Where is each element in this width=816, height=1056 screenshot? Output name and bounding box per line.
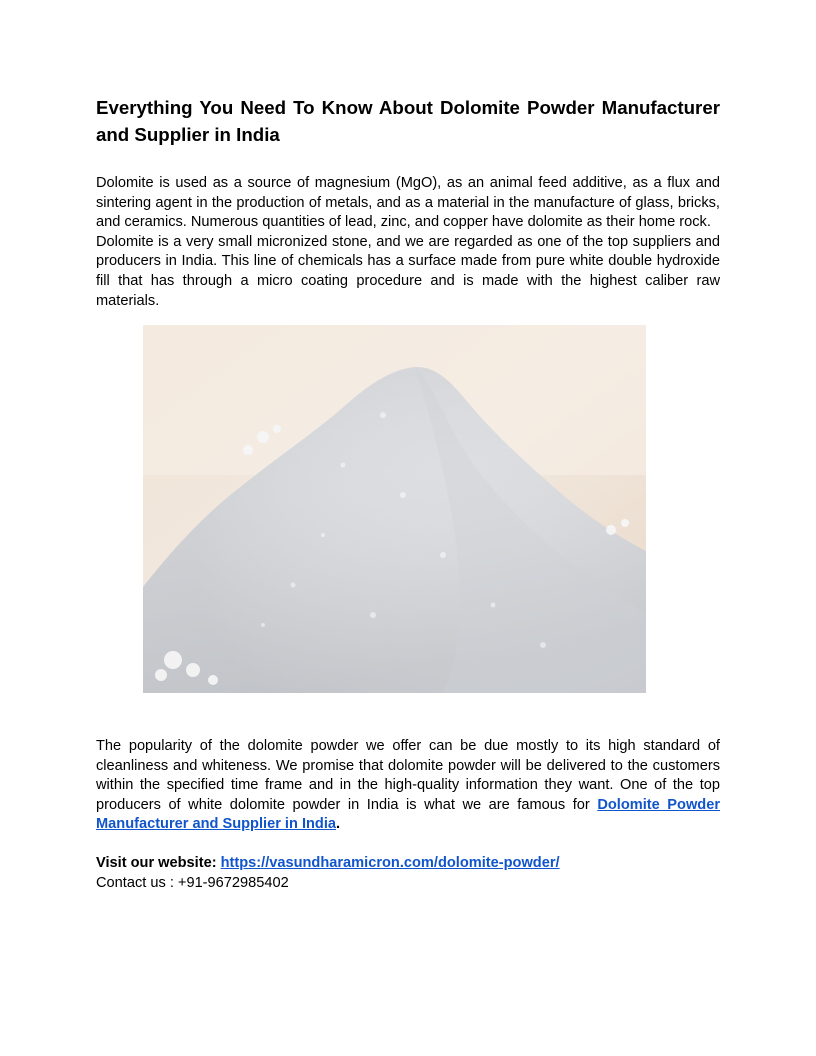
- body-paragraph-text: The popularity of the dolomite powder we offer can be due mostly to its high standard of cleanliness and whiteness. We promise that dolomite powder will be delivered to the customers within the specified time frame and in the high-quality information they want. One of the top producers of white dolomite powder in India is what we are famous for: [96, 738, 720, 813]
- page-title: Everything You Need To Know About Dolomite Powder Manufacturer and Supplier in India: [96, 97, 720, 145]
- intro-paragraph-2: Dolomite is a very small micronized stone, and we are regarded as one of the top suppliers and producers in India. This line of chemicals has a surface made from pure white double hydroxide fill that has through a micro coating procedure and is made with the highest caliber raw materials.: [96, 233, 720, 309]
- document-page: [96, 94, 720, 891]
- dolomite-powder-link[interactable]: Dolomite Powder Manufacturer and Supplier in India: [96, 796, 720, 833]
- body-paragraph: [96, 737, 720, 835]
- visit-label: Visit our website:: [96, 854, 217, 871]
- visit-website-line: [96, 854, 720, 874]
- lower-section: [96, 737, 720, 893]
- contact-line: Contact us : +91-9672985402: [96, 874, 289, 891]
- dolomite-powder-image: [143, 325, 646, 693]
- website-link[interactable]: https://vasundharamicron.com/dolomite-powder/: [220, 854, 560, 871]
- body-period: .: [336, 816, 341, 833]
- intro-paragraph-1: Dolomite is used as a source of magnesium (MgO), as an animal feed additive, as a flux and sintering agent in the production of metals, and as a material in the manufacture of glass, bricks, and ceramics. Numerous quantities of lead, zinc, and copper have dolomite as their home rock.: [96, 175, 720, 231]
